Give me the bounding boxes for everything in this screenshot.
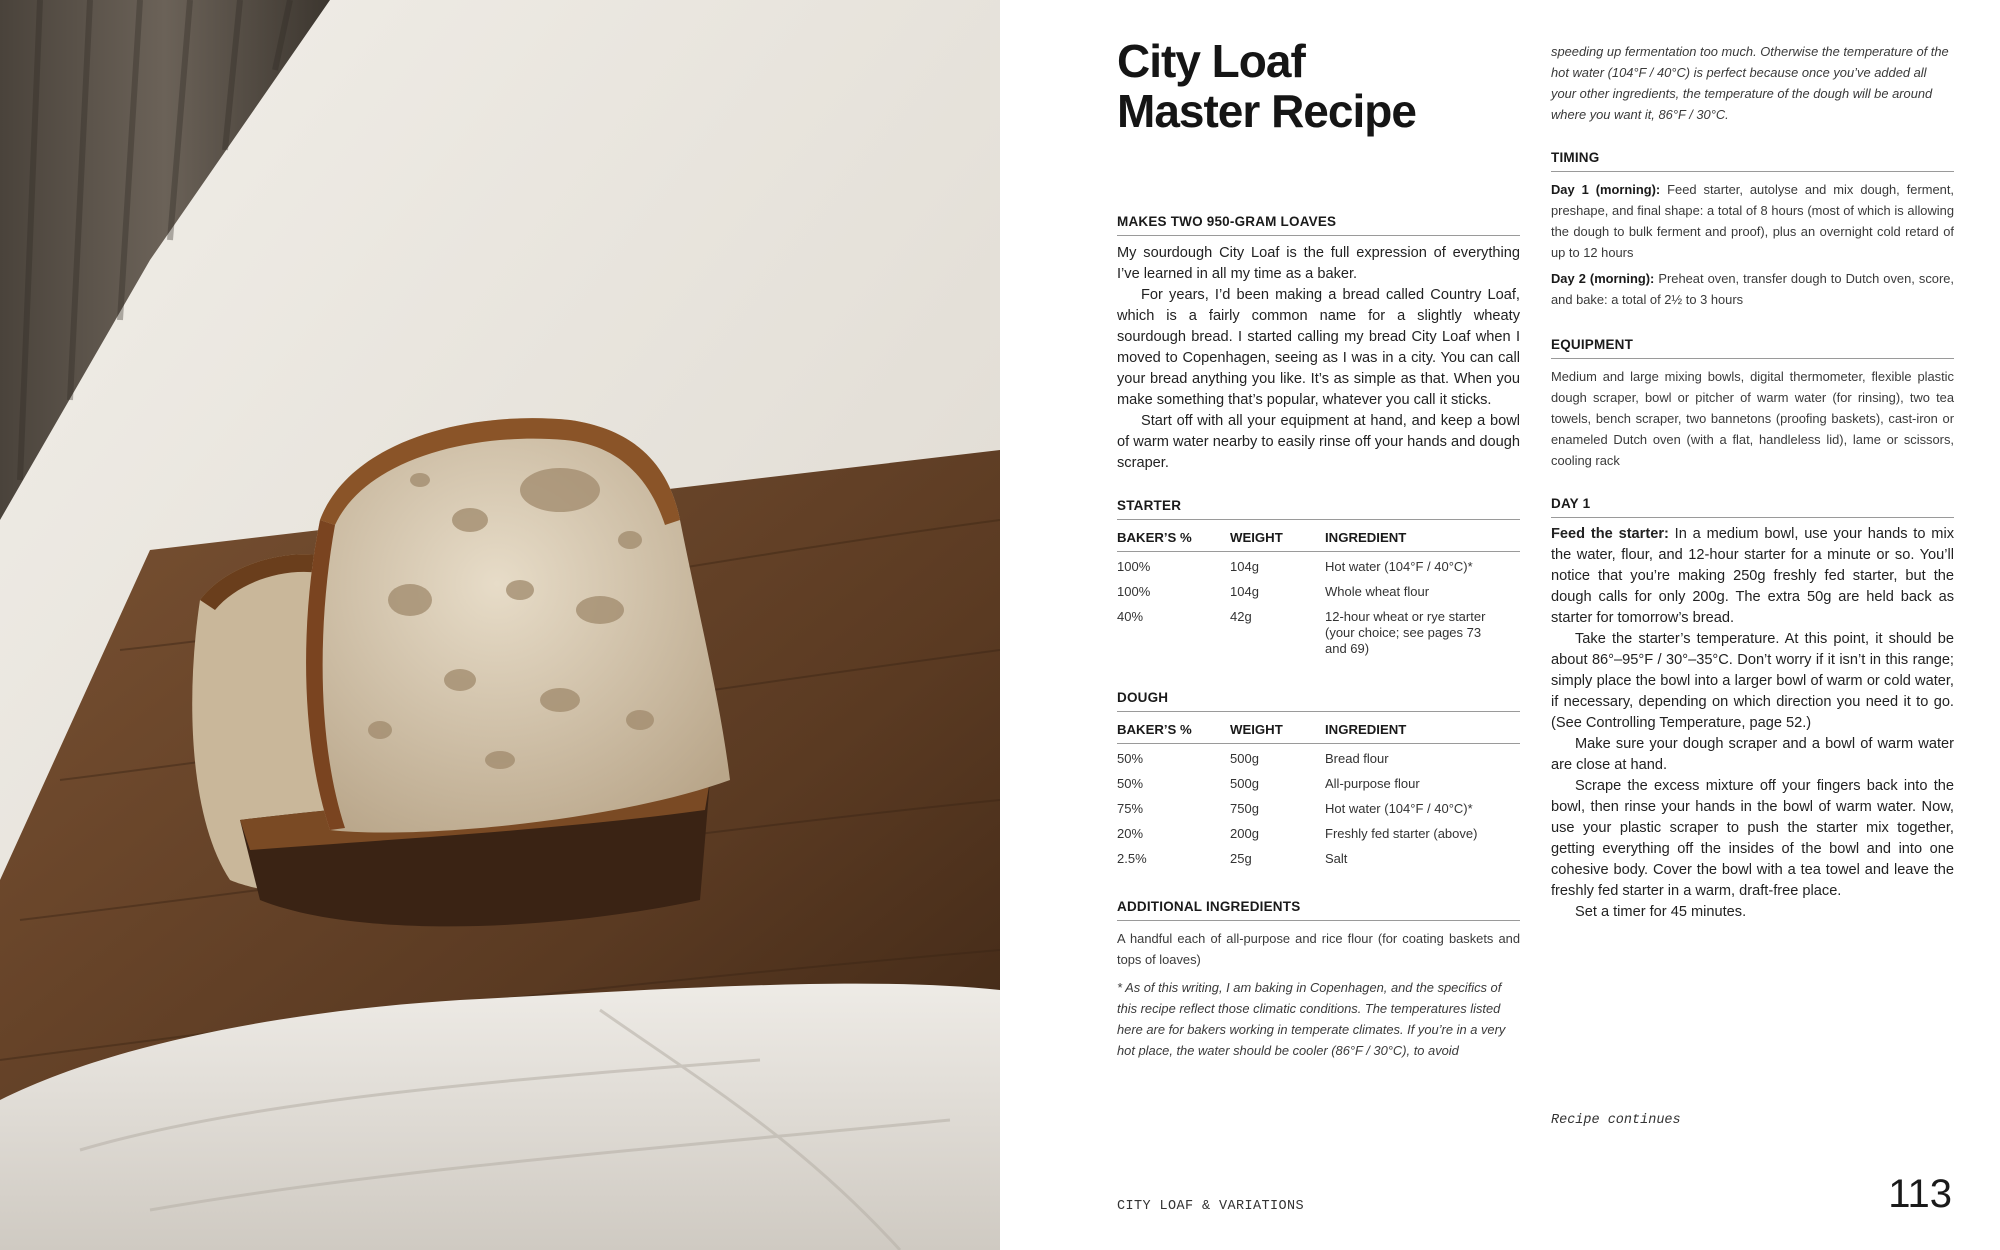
equipment-heading: EQUIPMENT bbox=[1551, 337, 1954, 359]
timing-day-1-label: Day 1 (morning): bbox=[1551, 182, 1661, 197]
table-cell: 100% bbox=[1117, 584, 1151, 599]
column-header: INGREDIENT bbox=[1325, 530, 1407, 545]
timing-heading: TIMING bbox=[1551, 150, 1954, 172]
running-footer: CITY LOAF & VARIATIONS bbox=[1117, 1199, 1305, 1214]
column-header: WEIGHT bbox=[1230, 530, 1283, 545]
table-row bbox=[1117, 776, 1520, 792]
table-cell: 50% bbox=[1117, 776, 1144, 791]
title-line-2: Master Recipe bbox=[1117, 85, 1416, 137]
intro-paragraph: My sourdough City Loaf is the full expression of everything I’ve learned in all my time as a baker. bbox=[1117, 245, 1520, 282]
table-cell: Freshly fed starter (above) bbox=[1325, 826, 1478, 841]
timing-day-1-text: Feed starter, autolyse and mix dough, ferment, preshape, and final shape: a total of 8 hours (most of which is allowing the dough to bulk ferment and proof), plus an overnight cold retard of up to 12 hours bbox=[1551, 182, 1954, 260]
feed-starter-label: Feed the starter: bbox=[1551, 526, 1669, 542]
table-cell: 500g bbox=[1230, 776, 1259, 791]
table-cell: 500g bbox=[1230, 751, 1259, 766]
starter-table bbox=[1117, 530, 1520, 666]
feed-starter-text: In a medium bowl, use your hands to mix the water, flour, and 12-hour starter for a minute or so. You’ll notice that you’re making 250g freshly fed starter, but the dough calls for only 200g. The extra 50g are held back as starter for tomorrow’s bread. bbox=[1551, 526, 1954, 626]
table-cell: Hot water (104°F / 40°C)* bbox=[1325, 801, 1473, 816]
dough-heading: DOUGH bbox=[1117, 690, 1520, 712]
timing-day-2-text: Preheat oven, transfer dough to Dutch oven, score, and bake: a total of 2½ to 3 hours bbox=[1551, 271, 1954, 307]
table-row bbox=[1117, 609, 1520, 657]
table-cell: 200g bbox=[1230, 826, 1259, 841]
table-cell: All-purpose flour bbox=[1325, 776, 1420, 791]
table-cell: 104g bbox=[1230, 584, 1259, 599]
timing-day-1 bbox=[1551, 179, 1954, 263]
table-cell: Whole wheat flour bbox=[1325, 584, 1430, 599]
table-row bbox=[1117, 751, 1520, 767]
table-cell: Salt bbox=[1325, 851, 1348, 866]
timing-text bbox=[1551, 179, 1954, 315]
table-cell: 100% bbox=[1117, 559, 1151, 574]
table-cell: 25g bbox=[1230, 851, 1252, 866]
makes-heading: MAKES TWO 950-GRAM LOAVES bbox=[1117, 214, 1520, 236]
day-1-paragraph: Make sure your dough scraper and a bowl of warm water are close at hand. bbox=[1551, 736, 1954, 773]
title-line-1: City Loaf bbox=[1117, 35, 1305, 87]
intro-paragraph: For years, I’d been making a bread called Country Loaf, which is a fairly common name for a slightly wheaty sourdough bread. I started calling my bread City Loaf when I moved to Copenhagen, seeing as I was in a city. You can call your bread anything you like. It’s as simple as that. When you make something that’s popular, whatever you call it sticks. bbox=[1117, 287, 1520, 408]
additional-text: A handful each of all-purpose and rice flour (for coating baskets and tops of loaves) bbox=[1117, 931, 1520, 967]
recipe-continues-note: Recipe continues bbox=[1551, 1113, 1681, 1128]
table-cell: 75% bbox=[1117, 801, 1144, 816]
intro-paragraph: Start off with all your equipment at hand, and keep a bowl of warm water nearby to easily rinse off your hands and dough scraper. bbox=[1117, 413, 1520, 471]
table-row bbox=[1117, 826, 1520, 842]
page-number: 113 bbox=[1888, 1172, 1952, 1216]
table-cell: 20% bbox=[1117, 826, 1144, 841]
day-1-paragraph bbox=[1551, 524, 1954, 629]
timing-day-2 bbox=[1551, 268, 1954, 310]
column-header: BAKER’S % bbox=[1117, 530, 1192, 545]
table-cell: Bread flour bbox=[1325, 751, 1389, 766]
recipe-title bbox=[1117, 36, 1537, 136]
day-1-paragraph: Take the starter’s temperature. At this point, it should be about 86°–95°F / 30°–35°C. Don’t worry if it isn’t in this range; simply place the bowl into a larger bowl of warm or cold water, if necessary, depending on which direction you need it to go. (See Controlling Temperature, page 52.) bbox=[1551, 631, 1954, 731]
table-row bbox=[1117, 584, 1520, 600]
table-cell: 50% bbox=[1117, 751, 1144, 766]
table-row bbox=[1117, 559, 1520, 575]
table-row bbox=[1117, 801, 1520, 817]
table-cell: 42g bbox=[1230, 609, 1252, 624]
equipment-text: Medium and large mixing bowls, digital thermometer, flexible plastic dough scraper, bowl or pitcher of warm water (for rinsing), two tea towels, bench scraper, two bannetons (proofing baskets), cast-iron or enameled Dutch oven (with a flat, handleless lid), lame or scissors, cooling rack bbox=[1551, 369, 1954, 468]
dough-table bbox=[1117, 722, 1520, 876]
additional-heading: ADDITIONAL INGREDIENTS bbox=[1117, 899, 1520, 921]
table-cell: 2.5% bbox=[1117, 851, 1147, 866]
table-cell: 12-hour wheat or rye starter (your choice; see pages 73 and 69) bbox=[1325, 609, 1486, 656]
column-header: WEIGHT bbox=[1230, 722, 1283, 737]
table-cell: 750g bbox=[1230, 801, 1259, 816]
timing-day-2-label: Day 2 (morning): bbox=[1551, 271, 1655, 286]
dough-table-header bbox=[1117, 722, 1520, 744]
starter-heading: STARTER bbox=[1117, 498, 1520, 520]
day-1-heading: DAY 1 bbox=[1551, 496, 1954, 518]
day-1-paragraph: Scrape the excess mixture off your fingers back into the bowl, then rinse your hands in the bowl of warm water. Now, use your plastic scraper to push the starter mix together, getting everything off the insides of the bowl and into one cohesive body. Cover the bowl with a tea towel and leave the freshly fed starter in a warm, draft-free place. bbox=[1551, 778, 1954, 899]
table-cell: 104g bbox=[1230, 559, 1259, 574]
footnote-part-2: speeding up fermentation too much. Otherwise the temperature of the hot water (104°F / 40°C) is perfect because once you’ve added all your other ingredients, the temperature of the dough will be around where you want it, 86°F / 30°C. bbox=[1551, 44, 1949, 122]
table-cell: Hot water (104°F / 40°C)* bbox=[1325, 559, 1473, 574]
table-cell: 40% bbox=[1117, 609, 1144, 624]
day-1-paragraph: Set a timer for 45 minutes. bbox=[1575, 904, 1747, 920]
starter-table-header bbox=[1117, 530, 1520, 552]
column-header: INGREDIENT bbox=[1325, 722, 1407, 737]
column-header: BAKER’S % bbox=[1117, 722, 1192, 737]
day-1-text bbox=[1551, 524, 1954, 923]
table-row bbox=[1117, 851, 1520, 867]
footnote-part-1: * As of this writing, I am baking in Copenhagen, and the specifics of this recipe reflect those climatic conditions. The temperatures listed here are for bakers working in temperate climates. If you’re in a very hot place, the water should be cooler (86°F / 30°C), to avoid bbox=[1117, 980, 1506, 1058]
intro-text bbox=[1117, 243, 1520, 474]
